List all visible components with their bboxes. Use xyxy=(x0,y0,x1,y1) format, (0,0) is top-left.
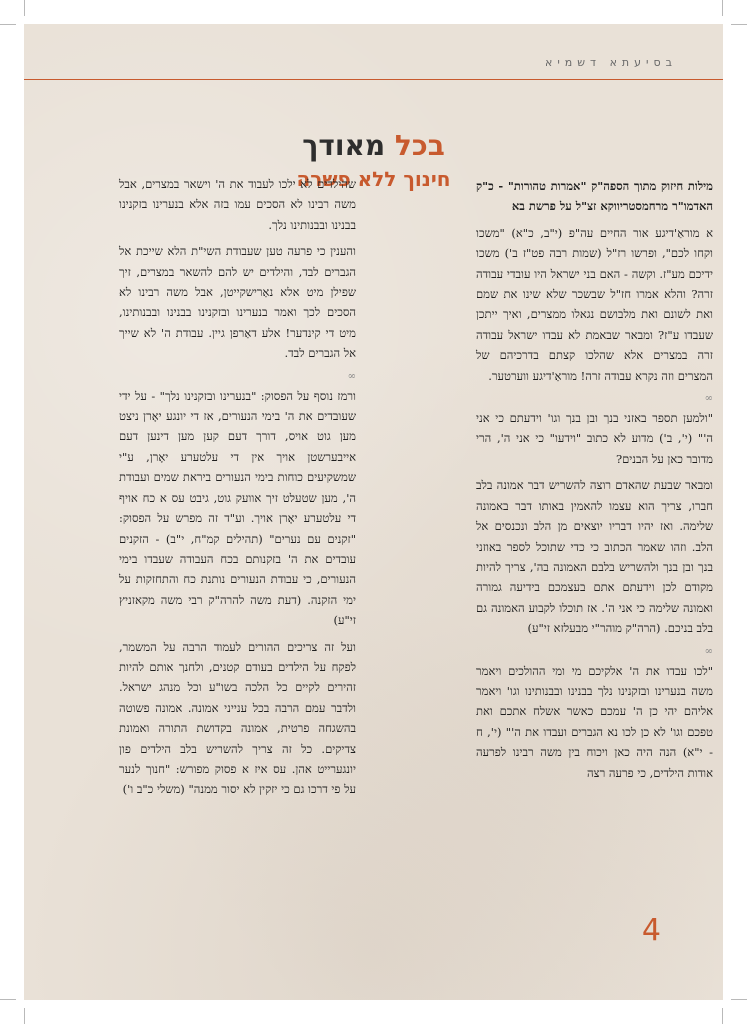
paragraph: ורמז נוסף על הפסוק: "בנערינו ובזקנינו נלך" - על ידי שעובדים את ה' בימי הנעורים, אז די יונגע יאָרן ניצט מען גוט אויס, דורך דעם קען מען דינען דעם אייבערשטן אויך אין די עלטערע יאָרן, ע"י שמשקיעים כוחות בימי הנעורים ביראת שמים ועבודת ה', מען שטעלט זיך אוועק גוט, גיבט עס א כח אויף די עלטערע יאָרן אויך. וע"ד זה מפרש על הפסוק: "זקנים עם נערים" (תהילים קמ"ח, י"ב) - הזקנים עובדים את ה' בזקנותם בכח העבודה שעבדו בימי הנעורים, כי עבודת הנעורים נותנת כח והתחזקות על ימי הזקנה. (דעת משה להרה"ק רבי משה מקאזניץ זי"ע) xyxy=(119,388,356,628)
crop-mark xyxy=(24,1008,25,1024)
paragraph: ועל זה צריכים ההורים לעמוד הרבה על המשמר, לפקח על הילדים בעודם קטנים, ולחנך אותם להיות זהירים לקיים כל הלכה בשו"ע וכל מנהג ישראל. ולדבר עמם הרבה בכל ענייני אמונה. אמונה פשוטה בהשגחה פרטית, אמונה בקדושת התורה ואמונת צדיקים. כל זה צריך להשריש בלב הילדים פון יונגערייט אהן. עס איז א פסוק מפורש: "חנוך לנער על פי דרכו גם כי יזקין לא יסור ממנה" (משלי כ"ב ו') xyxy=(119,639,356,797)
paragraph: והענין כי פרעה טען שעבודת השי"ת הלא שייכת אל הגברים לבד, והילדים יש להם להשאר במצרים, זיך שפילן מיט אלא נאַרישקייטן, אבל משה רבינו לא הסכים לכך ואמר בנערינו ובזקנינו בבנינו ובבנותינו, מיט די קינדער! אלע דאַרפן גיין. עבודת ה' לא שייך אל הגברים לבד. xyxy=(119,244,356,361)
running-header: בסיעתא דשמיא xyxy=(544,56,677,69)
page-number: 4 xyxy=(641,913,661,948)
crop-mark xyxy=(722,1008,723,1024)
crop-mark xyxy=(0,24,16,25)
paragraph: שהילדים לא ילכו לעבוד את ה' וישאר במצרים, אבל משה רבינו לא הסכים עמו בזה אלא בנערינו בזקנינו בבנינו ובבנותינו נלך. xyxy=(119,177,356,232)
crop-mark xyxy=(0,999,16,1000)
crop-mark xyxy=(24,0,25,16)
magazine-page xyxy=(24,24,723,1000)
paragraph: "לכו עבדו את ה' אלקיכם מי ומי ההולכים ויאמר משה בנערינו ובזקנינו נלך בבנינו ובבנותינו וגו' ויאמר אליהם יהי כן ה' עמכם כאשר אשלח אתכם ואת טפכם וגו' לא כן לכו נא הגברים ועבדו את ה'" (י', ח - י"א) הנה היה כאן ויכוח בין משה רבינו לפרעה אודות הילדים, כי פרעה רצה xyxy=(476,663,713,780)
crop-mark xyxy=(722,0,723,16)
title-accent: בכל xyxy=(394,129,445,162)
paragraph: "ולמען תספר באזני בנך ובן בנך וגו' וידעתם כי אני ה'" (י', ב') מדוע לא כתוב "וידעו" כי אני ה', הרי מדובר כאן על הבנים? xyxy=(476,411,713,466)
crop-mark xyxy=(731,24,747,25)
title-rest: מאודך xyxy=(302,129,386,162)
crop-mark xyxy=(731,999,747,1000)
paragraph: א מוראַ'דיגע אור החיים עה"פ (י"ב, כ"א) "משכו וקחו לכם", ופרשו רז"ל (שמות רבה פט"ז ב') משכו ידיכם מע"ז. וקשה - האם בני ישראל היו עובדי עבודה זרה? והלא אמרו חז"ל שבשכר שלא שינו את שמם ואת לשונם ואת מלבושם נגאלו ממצרים, ואיך ייתכן שעבדו ע"ז? ומבאר שבאמת לא עבדו ישראל עבודה זרה במצרים אלא שהלכו קצתם בדרכיהם של המצרים וזה נקרא עבודה זרה! מוראַ'דיגע ווערטער. xyxy=(476,225,713,383)
paragraph: מילות חיזוק מתוך הספה"ק "אמרות טהורות" - כ"ק האדמו"ר מרחמסטריווקא זצ"ל על פרשת בא xyxy=(476,179,713,214)
section-separator: ∞ xyxy=(704,393,713,405)
section-separator: ∞ xyxy=(347,370,356,382)
section-separator: ∞ xyxy=(704,645,713,657)
left-column xyxy=(119,174,356,806)
paragraph: ומבאר שבעת שהאדם רוצה להשריש דבר אמונה בלב חברו, צריך הוא עצמו להאמין באותו דבר באמונה שלימה. ואז יהיו דבריו יוצאים מן הלב ונכנסים אל הלב. וזהו שאמר הכתוב כי כדי שתוכל לספר באוזני בנך ובן בנך ולהשריש בלבם האמונה בה', צריך להיות מקודם לכן וידעתם אתם בעצמכם בידיעה גמורה ואמונה שלימה כי אני ה'. אז תוכלו לקבוע האמונה גם בלב בניכם. (הרה"ק מוהר"י מבעלזא זי"ע) xyxy=(476,478,713,636)
article-subtitle: חינוך ללא פשרה xyxy=(296,167,451,191)
right-column xyxy=(476,176,713,789)
article-title xyxy=(24,129,723,162)
header-rule xyxy=(24,79,723,80)
